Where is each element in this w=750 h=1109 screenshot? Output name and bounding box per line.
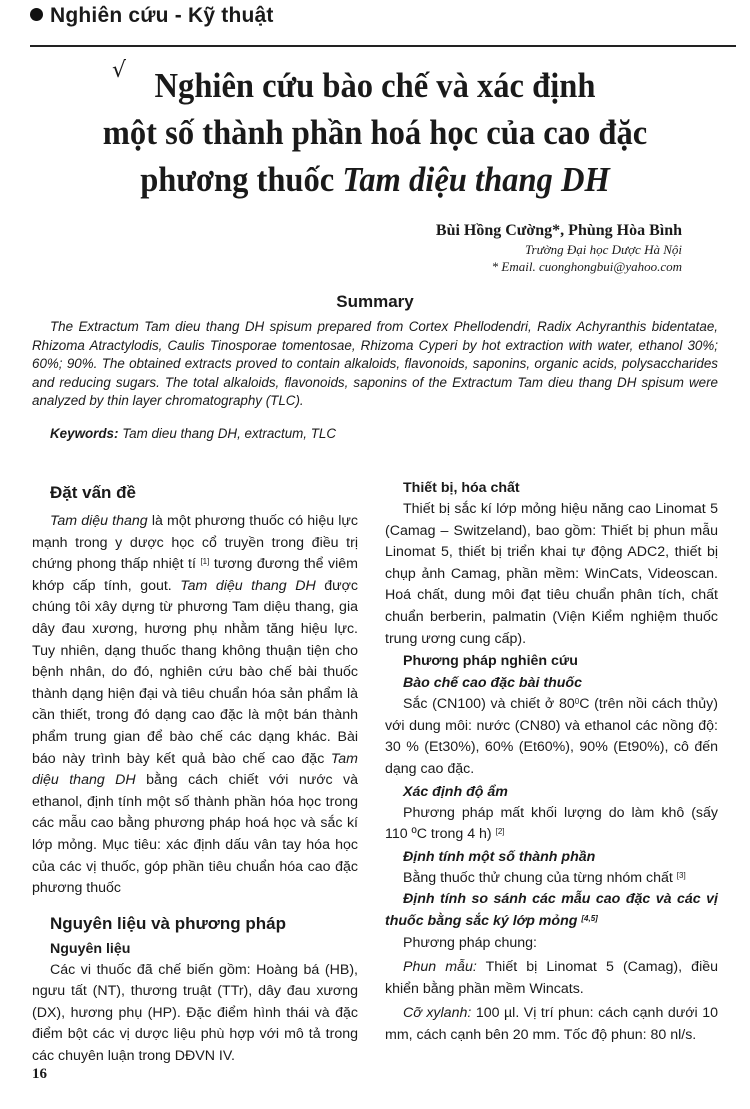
heading-methods: Nguyên liệu và phương pháp	[50, 913, 286, 933]
text-segment: được chúng tôi xây dựng từ phương Tam diệu thang, gia dây đau xương, hương phụ nhằm tăng hiệu lực. Tuy nhiên, dạng thuốc thang không thuận tiện cho bệnh nhân, do đó, nghiên cứu bào chế bài thuốc thành dạng hiện đại và tiêu chuẩn hóa sản phẩm là cần thiết, trong đó dạng cao đặc là một bán thành phẩm trung gian để bào chế các dạng khác. Bài báo này trình bày kết quả bào chế cao đặc	[32, 577, 359, 767]
text-segment: 100 µl. Vị trí phun: cách cạnh dưới 10 mm, cách cạnh bên 20 mm. Tốc độ phun: 80 nl/s.	[385, 1005, 718, 1043]
title-text: phương thuốc	[140, 160, 343, 199]
title-italic: Tam diệu thang DH	[342, 160, 610, 199]
heading-materials: Nguyên liệu	[50, 940, 131, 957]
keywords-value: Tam dieu thang DH, extractum, TLC	[118, 426, 337, 441]
authors-block	[436, 221, 682, 275]
left-column	[32, 477, 358, 1068]
text-segment: Phun mẫu:	[403, 959, 477, 976]
text-segment: Phương pháp chung:	[403, 934, 537, 951]
paragraph-general	[385, 933, 718, 955]
text-segment: Tam diệu thang DH	[180, 577, 316, 594]
heading-prep: Bào chế cao đặc bài thuốc	[403, 675, 582, 692]
title-line: một số thành phần hoá học của cao đặc	[102, 113, 648, 152]
heading-intro: Đặt vấn đề	[50, 483, 136, 502]
heading-moisture: Xác định độ ẩm	[403, 783, 508, 800]
article-title	[26, 62, 724, 203]
heading-tlc	[385, 889, 718, 932]
text-segment: tương đương thể viêm khớp cấp tính, gout.	[32, 556, 358, 594]
citation: 0	[574, 697, 580, 707]
text-segment: bằng cách chiết với nước và ethanol, định tính một số thành phần hóa học trong các mẫu cao bằng phương pháp hoá học và sắc kí lớp mỏng. Mục tiêu: xác định dấu vân tay hóa học của các vị thuốc, góp phần tiêu chuẩn hóa cao đặc phương thuốc	[32, 772, 359, 897]
paragraph-intro	[32, 511, 358, 900]
heading-tlc-text: Định tính so sánh các mẫu cao đặc và các vị thuốc bằng sắc ký lớp mỏng	[385, 891, 718, 929]
heading-equipment: Thiết bị, hóa chất	[403, 480, 520, 496]
affiliation: Trường Đại học Dược Hà Nội	[525, 242, 682, 257]
paragraph-moisture	[385, 803, 718, 846]
text-segment: Tam diệu thang	[50, 513, 148, 529]
text-segment: Sắc (CN100) và chiết ở 80	[403, 696, 575, 713]
text-segment: là một phương thuốc có hiệu lực mạnh trong y dược học cổ truyền trong điều trị chứng phong thấp nhiệt tí	[32, 513, 358, 573]
paragraph-prep	[385, 694, 718, 780]
keywords	[50, 426, 336, 441]
bullet-icon	[30, 8, 43, 21]
citation: [4,5]	[581, 913, 598, 923]
right-column	[385, 477, 718, 1046]
text-segment: C (trên nồi cách thủy) với dung môi: nước (CN80) và ethanol các nồng độ: 30 % (Et30%), 60% (Et60%), 90% (Et90%), cô đến dạng cao đặc.	[385, 696, 718, 777]
title-line	[26, 156, 724, 203]
section-header	[30, 4, 274, 28]
author-names: Bùi Hồng Cường*, Phùng Hòa Bình	[435, 222, 682, 239]
header-rule	[30, 45, 736, 47]
author-email: * Email. cuonghongbui@yahoo.com	[491, 259, 682, 274]
text-segment: Cỡ xylanh:	[403, 1005, 472, 1022]
text-segment: Thiết bị Linomat 5 (Camag), điều khiển bằng phần mềm Wincats.	[385, 959, 718, 997]
heading-qualitative: Định tính một số thành phần	[403, 848, 596, 865]
paragraph-equipment	[385, 499, 718, 650]
text-segment: Bằng thuốc thử chung của từng nhóm chất	[403, 869, 677, 886]
text-segment: Các vi thuốc đã chế biến gồm: Hoàng bá (HB), ngưu tất (NT), thương truật (TTr), dây đau xương (DX), hương phụ (HP). Đặc điểm hình thái và đặc điểm bột các vị dược liệu phù hợp với mô tả trong các chuyên luận trong DĐVN IV.	[32, 961, 358, 1065]
section-label: Nghiên cứu - Kỹ thuật	[50, 4, 274, 27]
summary-heading: Summary	[336, 292, 414, 311]
page-number: 16	[32, 1066, 47, 1082]
summary-text: The Extractum Tam dieu thang DH spisum prepared from Cortex Phellodendri, Radix Achyranthis bidentatae, Rhizoma Atractylodis, Caulis Tinosporae tomentosae, Rhizoma Cyperi by hot extraction with water, ethanol 30%; 60%; 90%. The obtained extracts proved to contain alkaloids, flavonoids, saponins, organic acids, polysaccharides and reducing sugars. The total alkaloids, flavonoids, saponins of the Extractum Tam dieu thang DH spisum were analyzed by thin layer chromatography (TLC).	[32, 319, 718, 409]
heading-method: Phương pháp nghiên cứu	[403, 653, 578, 670]
paragraph-qualitative	[385, 868, 718, 890]
text-segment: Tam diệu thang DH	[32, 750, 358, 789]
keywords-label: Keywords:	[50, 426, 119, 441]
title-line: Nghiên cứu bào chế và xác định	[154, 66, 596, 105]
text-segment: Phương pháp mất khối lượng do làm khô (sấy 110 ºC trong 4 h)	[385, 804, 718, 843]
paragraph-spray	[385, 957, 718, 1000]
text-segment: Thiết bị sắc kí lớp mỏng hiệu năng cao Linomat 5 (Camag – Switzeland), bao gồm: Thiết bị phun mẫu Linomat 5, thiết bị triển khai tự động ADC2, thiết bị chụp ảnh Camag, phần mềm: WinCats, Videoscan. Hoá chất, dung môi đạt tiêu chuẩn phân tích, chất chuẩn berberin, palmatin (Viện Kiểm nghiệm thuốc trung ương cung cấp).	[385, 501, 718, 647]
citation: [3]	[676, 870, 686, 880]
checkmark-icon: √	[112, 58, 127, 83]
paragraph-materials	[32, 960, 358, 1068]
paragraph-syringe	[385, 1003, 718, 1046]
citation: [1]	[200, 557, 210, 567]
citation: [2]	[495, 827, 505, 837]
